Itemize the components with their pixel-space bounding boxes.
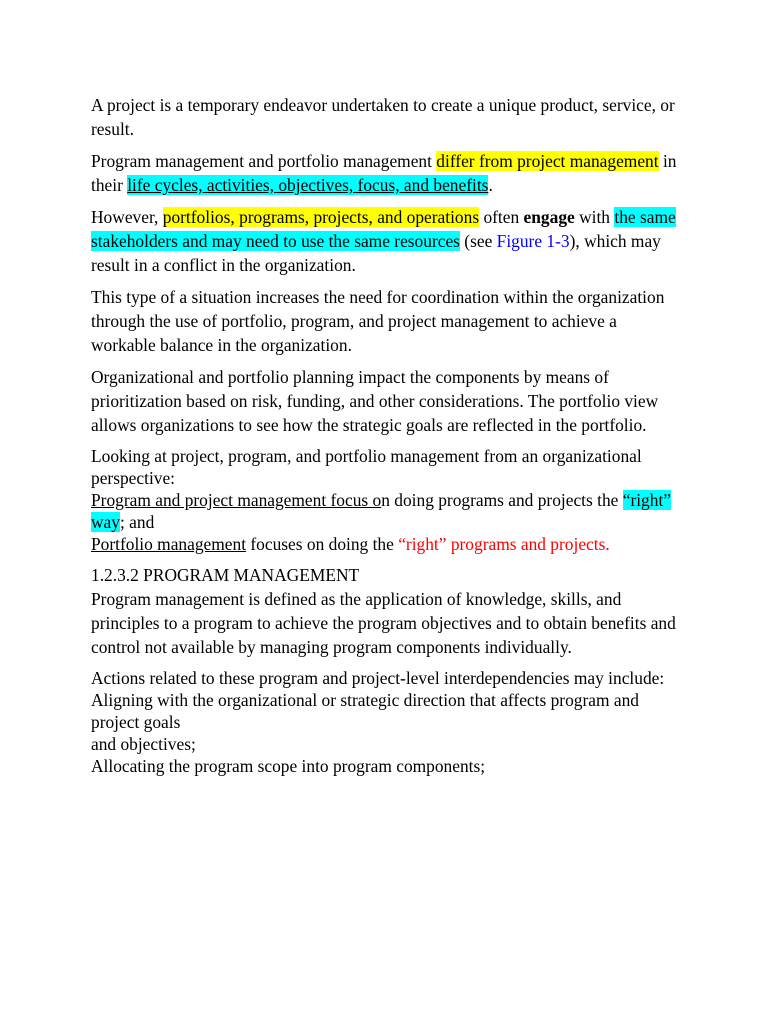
bold-text: engage [523,207,575,227]
highlight-yellow: portfolios, programs, projects, and operations [162,207,480,227]
paragraph-program-management [91,563,681,659]
underlined-text: Portfolio management [91,534,247,554]
highlight-cyan: the same stakeholders and may need to use the same resources [91,207,676,251]
highlight-yellow: differ from project management [436,151,659,171]
text-run: Program management and portfolio management [91,151,437,171]
text-run: (see [459,231,497,251]
document-page [91,93,681,785]
text-run: . [488,175,493,195]
program-management-definition: Program management is defined as the application of knowledge, skills, and principles to a program to achieve the program objectives and to obtain benefits and control not available by managing program components individually. [91,589,676,657]
text-run: n doing programs and projects the [381,490,623,510]
paragraph-organizational-perspective [91,445,681,555]
section-heading: 1.2.3.2 PROGRAM MANAGEMENT [91,565,360,585]
red-text: “right” programs and projects. [398,534,610,554]
actions-intro: Actions related to these program and project-level interdependencies may include: [91,668,665,688]
perspective-line-portfolio [91,533,681,555]
text-run: ; and [119,512,155,532]
action-line: Aligning with the organizational or strategic direction that affects program and project goals [91,690,639,732]
action-line: and objectives; [91,734,196,754]
text-run: focuses on doing the [246,534,399,554]
text-run: ), which may result in a conflict in the organization. [91,231,661,275]
action-line: Allocating the program scope into program components; [91,756,486,776]
text-run: in their [91,151,677,195]
paragraph-project-definition: A project is a temporary endeavor undertaken to create a unique product, service, or result. [91,95,675,139]
highlight-cyan: “right” way [91,490,672,532]
paragraph-coordination-need: This type of a situation increases the need for coordination within the organization through the use of portfolio, program, and project management to achieve a workable balance in the organization. [91,287,665,355]
text-run: with [574,207,615,227]
underlined-text: Program and project management focus o [91,490,382,510]
figure-reference-link[interactable]: Figure 1-3 [496,231,570,251]
paragraph-program-portfolio-difference [91,149,681,197]
text-run: However, [91,207,163,227]
paragraph-shared-stakeholders [91,205,681,277]
perspective-line-program-project [91,489,681,533]
text-run: often [479,207,524,227]
paragraph-interdependency-actions [91,667,681,777]
perspective-intro: Looking at project, program, and portfolio management from an organizational perspective: [91,446,642,488]
highlight-cyan-underlined: life cycles, activities, objectives, focus, and benefits [127,175,489,195]
paragraph-portfolio-planning: Organizational and portfolio planning impact the components by means of prioritization based on risk, funding, and other considerations. The portfolio view allows organizations to see how the strategic goals are reflected in the portfolio. [91,367,659,435]
